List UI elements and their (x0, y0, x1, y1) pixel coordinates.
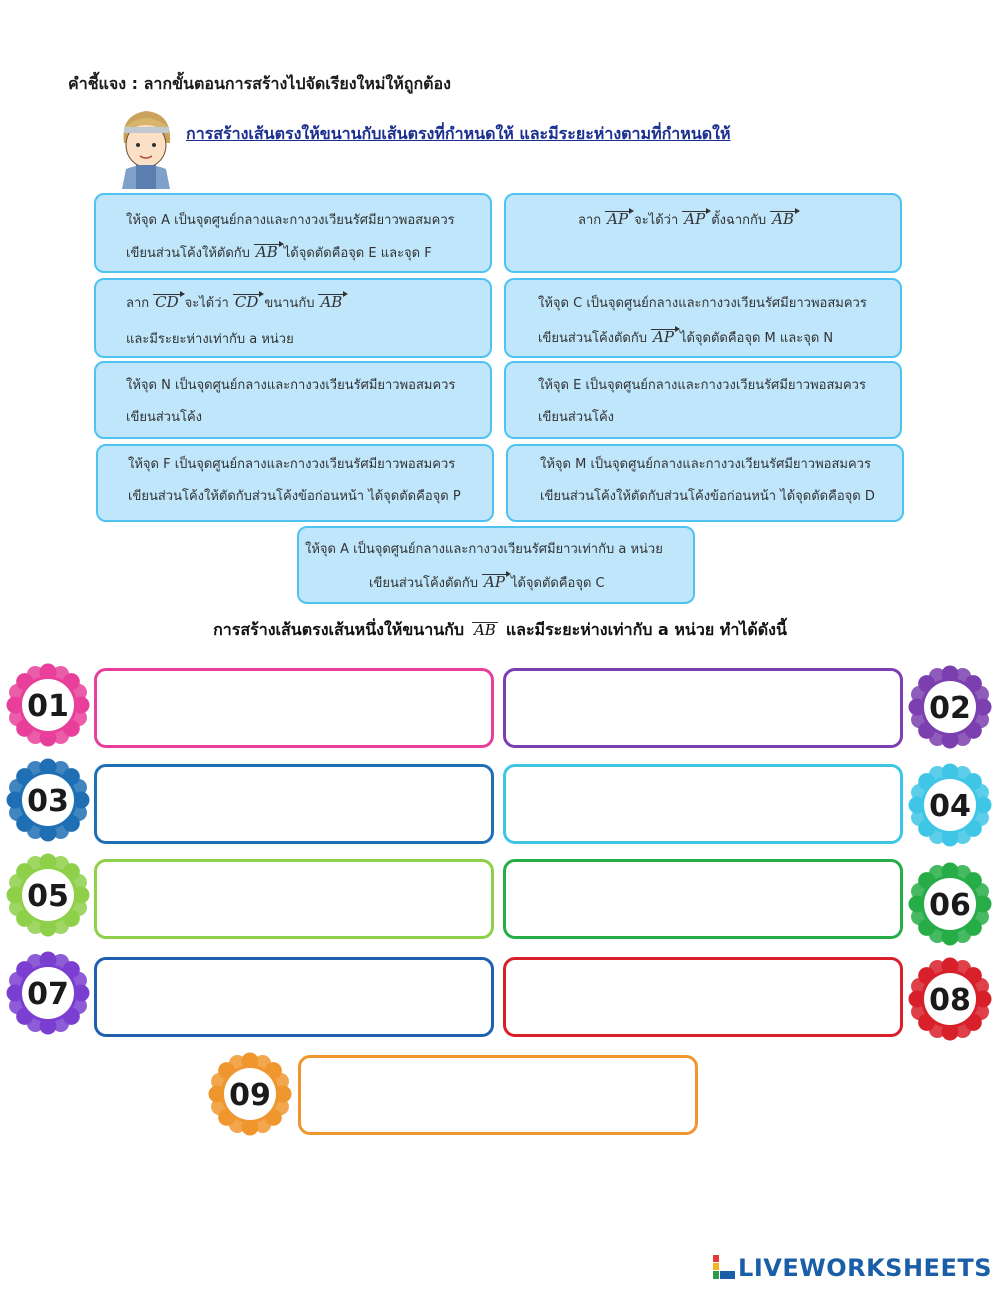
vector-label: AB (772, 210, 795, 228)
liveworksheets-logo (713, 1254, 992, 1282)
badge-number: 01 (27, 689, 69, 724)
card-text: เขียนส่วนโค้งให้ตัดกับส่วนโค้งข้อก่อนหน้า ได้จุดตัดคือจุด D (540, 489, 875, 504)
step-card-5[interactable] (94, 361, 492, 439)
badge-number: 07 (27, 977, 69, 1012)
page-subtitle: การสร้างเส้นตรงให้ขนานกับเส้นตรงที่กำหนดให้ และมีระยะห่างตามที่กำหนดให้ (186, 124, 731, 143)
card-text: ลาก (578, 213, 602, 228)
step-card-6[interactable] (504, 361, 902, 439)
card-text: ตั้งฉากกับ (711, 213, 767, 228)
number-badge-07 (6, 951, 90, 1035)
number-badge-04 (908, 763, 992, 847)
vector-label: AP (484, 573, 505, 591)
drop-slot-01[interactable] (94, 668, 494, 748)
card-text: เขียนส่วนโค้งให้ตัดกับส่วนโค้งข้อก่อนหน้า ได้จุดตัดคือจุด P (128, 489, 461, 504)
student-avatar-icon (116, 103, 176, 189)
card-text: ได้จุดตัดคือจุด C (510, 576, 605, 591)
drop-slot-05[interactable] (94, 859, 494, 939)
card-text: เขียนส่วนโค้งให้ตัดกับ (126, 246, 250, 261)
step-card-4[interactable] (504, 278, 902, 358)
flower-ring-icon (6, 758, 90, 842)
card-text: ให้จุด N เป็นจุดศูนย์กลางและกางวงเวียนรัศมียาวพอสมควร (126, 378, 456, 393)
instruction-text: คำชี้แจง : ลากขั้นตอนการสร้างไปจัดเรียงใหม่ให้ถูกต้อง (68, 74, 451, 93)
card-text: จะได้ว่า (184, 296, 229, 311)
flower-ring-icon (908, 957, 992, 1041)
card-text: เขียนส่วนโค้ง (538, 410, 614, 425)
card-text: จะได้ว่า (634, 213, 679, 228)
card-text: ได้จุดตัดคือจุด E และจุด F (283, 246, 432, 261)
drop-slot-04[interactable] (503, 764, 903, 844)
step-card-3[interactable] (94, 278, 492, 358)
badge-number: 06 (929, 888, 971, 923)
card-text: ให้จุด A เป็นจุดศูนย์กลางและกางวงเวียนรัศมียาวพอสมควร (126, 213, 455, 228)
card-text: และมีระยะห่างเท่ากับ a หน่วย (126, 332, 294, 347)
step-card-8[interactable] (506, 444, 904, 522)
vector-label: AP (607, 210, 629, 228)
card-text: เขียนส่วนโค้งตัดกับ (538, 331, 647, 346)
drop-slot-07[interactable] (94, 957, 494, 1037)
card-text: ให้จุด M เป็นจุดศูนย์กลางและกางวงเวียนรัศมียาวพอสมควร (540, 457, 871, 472)
badge-number: 03 (27, 784, 69, 819)
number-badge-08 (908, 957, 992, 1041)
flower-ring-icon (6, 853, 90, 937)
number-badge-01 (6, 663, 90, 747)
card-text: ให้จุด F เป็นจุดศูนย์กลางและกางวงเวียนรัศมียาวพอสมควร (128, 457, 456, 472)
drop-slot-09[interactable] (298, 1055, 698, 1135)
badge-number: 05 (27, 879, 69, 914)
logo-text: LIVEWORKSHEETS (738, 1254, 992, 1282)
flower-ring-icon (908, 763, 992, 847)
step-card-7[interactable] (96, 444, 494, 522)
drop-slot-03[interactable] (94, 764, 494, 844)
card-text: เขียนส่วนโค้ง (126, 410, 202, 425)
heading-text: การสร้างเส้นตรงเส้นหนึ่งให้ขนานกับ (213, 620, 464, 639)
badge-number: 04 (929, 789, 971, 824)
section-heading (0, 618, 1000, 643)
number-badge-05 (6, 853, 90, 937)
badge-number: 02 (929, 691, 971, 726)
badge-number: 09 (229, 1078, 271, 1113)
liveworksheets-logo-icon (713, 1255, 735, 1279)
vector-label: CD (155, 293, 179, 311)
heading-text: และมีระยะห่างเท่ากับ a หน่วย ทำได้ดังนี้ (505, 620, 787, 639)
number-badge-03 (6, 758, 90, 842)
vector-label: AP (653, 328, 674, 346)
vector-label: AB (320, 293, 343, 311)
number-badge-09 (208, 1052, 292, 1136)
flower-ring-icon (6, 951, 90, 1035)
badge-number: 08 (929, 983, 971, 1018)
step-card-9[interactable] (297, 526, 695, 604)
vector-label: AP (684, 210, 706, 228)
drop-slot-06[interactable] (503, 859, 903, 939)
card-text: ขนานกับ (264, 296, 315, 311)
card-text: ให้จุด E เป็นจุดศูนย์กลางและกางวงเวียนรัศมียาวพอสมควร (538, 378, 866, 393)
card-text: ให้จุด A เป็นจุดศูนย์กลางและกางวงเวียนรัศมียาวเท่ากับ a หน่วย (305, 542, 663, 557)
vector-label: AB (473, 621, 496, 639)
step-card-1[interactable] (94, 193, 492, 273)
flower-ring-icon (908, 665, 992, 749)
flower-ring-icon (208, 1052, 292, 1136)
card-text: ได้จุดตัดคือจุด M และจุด N (679, 331, 834, 346)
flower-ring-icon (908, 862, 992, 946)
number-badge-06 (908, 862, 992, 946)
drop-slot-08[interactable] (503, 957, 903, 1037)
card-text: ลาก (126, 296, 150, 311)
number-badge-02 (908, 665, 992, 749)
vector-label: AB (255, 243, 278, 261)
card-text: ให้จุด C เป็นจุดศูนย์กลางและกางวงเวียนรัศมียาวพอสมควร (538, 296, 867, 311)
step-card-2[interactable] (504, 193, 902, 273)
vector-label: CD (234, 293, 259, 311)
card-text: เขียนส่วนโค้งตัดกับ (369, 576, 478, 591)
drop-slot-02[interactable] (503, 668, 903, 748)
flower-ring-icon (6, 663, 90, 747)
